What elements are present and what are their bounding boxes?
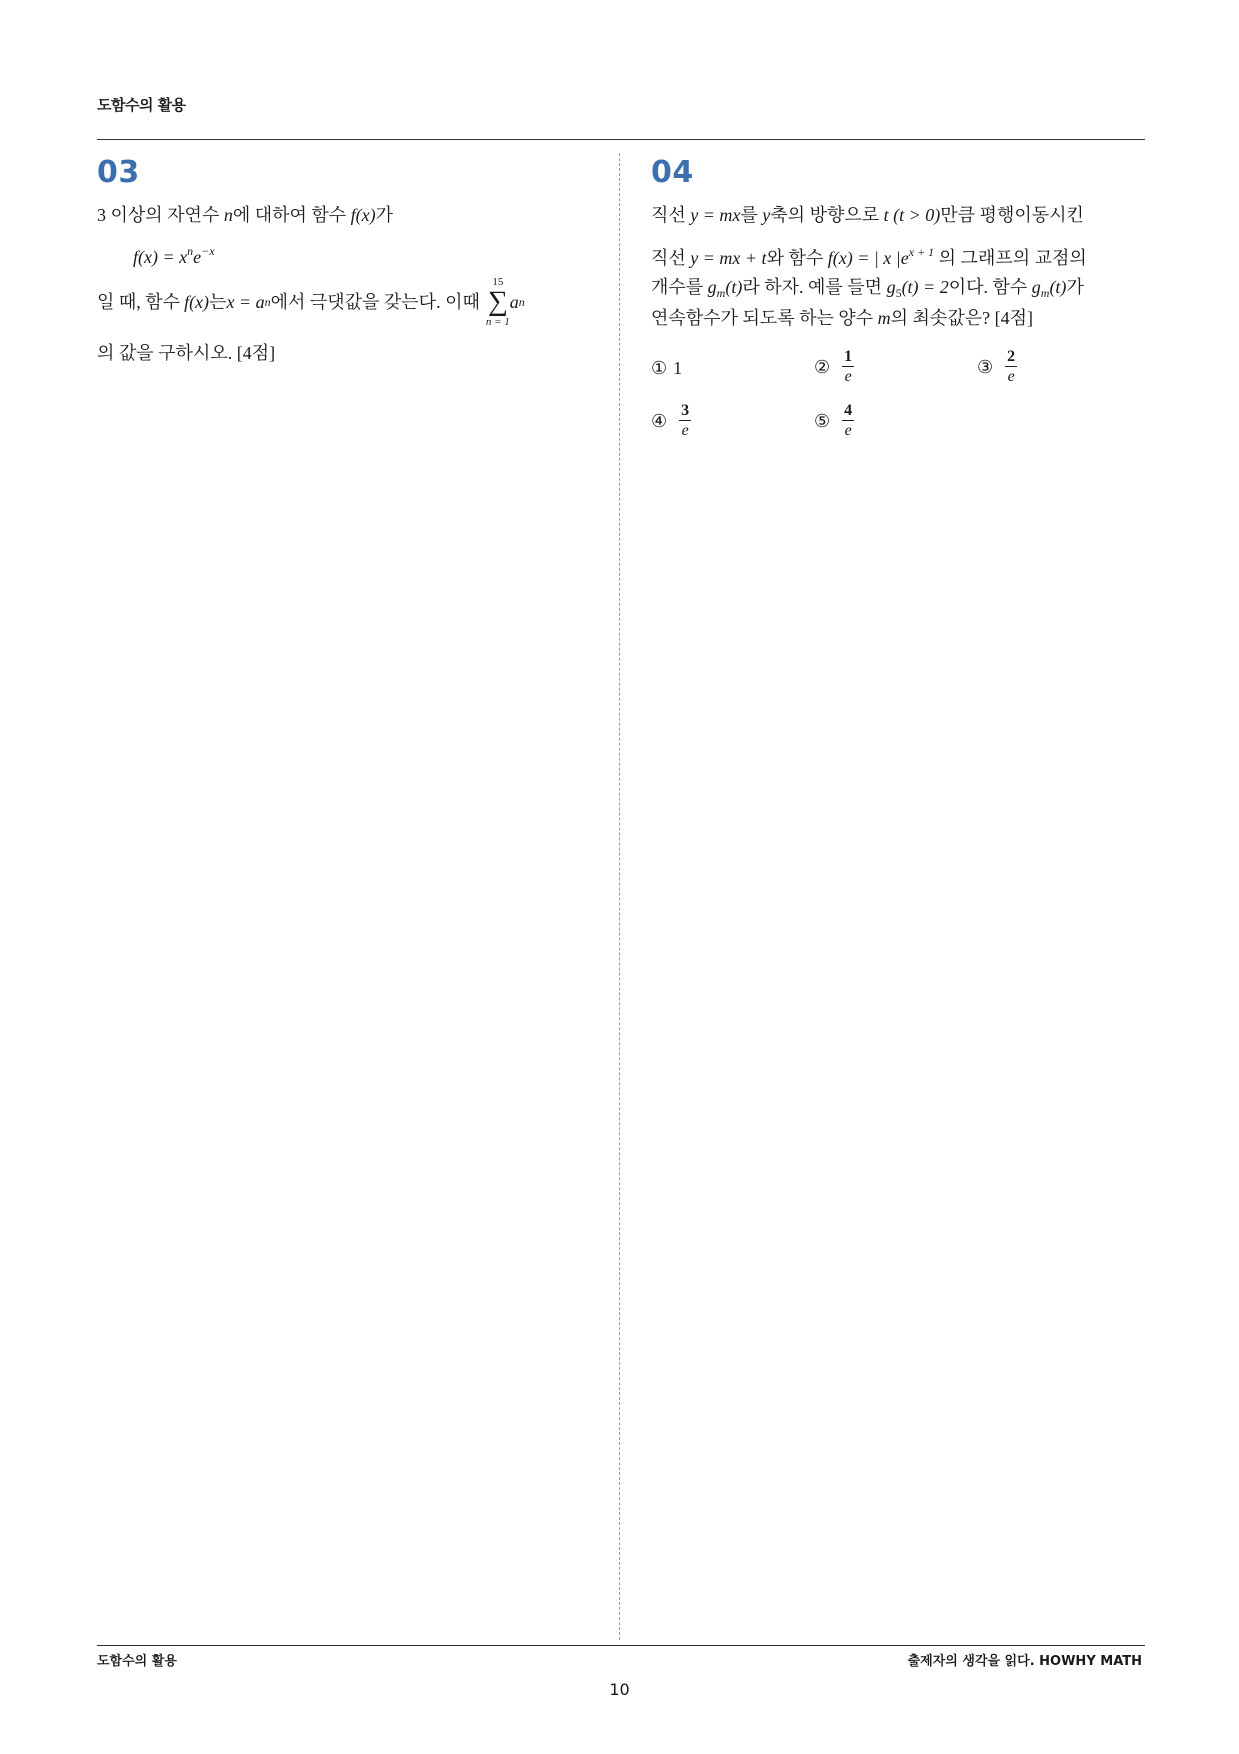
q03-text: 일 때, 함수 [97,292,181,312]
q04-text: 직선 [651,205,691,225]
q04-line-3 [651,275,1084,305]
q03-subscript: n [518,295,525,309]
q04-text: 직선 [651,248,691,268]
sum-upper-limit: 15 [492,276,504,288]
q04-math: t [883,205,889,225]
sum-lower-limit: n = 1 [485,316,510,328]
q04-text: 연속함수가 되도록 하는 양수 [651,308,878,328]
footer-rule [97,1645,1145,1646]
q04-text: 를 [740,205,763,225]
choice-value: 1 [673,358,683,378]
page-number: 10 [609,1680,630,1699]
q04-text: 만큼 평행이동시킨 [940,205,1084,225]
q04-math: (t) [1049,277,1067,297]
q04-math: y = mx [690,205,741,225]
q04-math: y = mx + t [690,248,767,268]
q04-math: (t > 0) [893,205,941,225]
choice-5[interactable] [814,402,854,441]
choice-mark: ⑤ [814,411,831,431]
q04-math: g [886,277,896,297]
footer-brand: 출제자의 생각을 읽다. HOWHY MATH [907,1654,1142,1669]
q04-text: 와 함수 [766,248,828,268]
sigma-icon: ∑ [487,286,508,317]
q04-math: (t) = 2 [901,277,949,297]
q04-superscript: x + 1 [908,245,935,259]
q03-math: a [509,292,519,312]
fraction-denominator: e [1007,368,1015,385]
header-title: 도함수의 활용 [97,96,186,114]
fraction [679,402,691,441]
q04-line-2 [651,240,1087,270]
fraction [1005,348,1017,387]
q03-text: 는 [209,292,227,312]
q04-text: 축의 방향으로 [770,205,884,225]
fraction-numerator: 2 [1007,348,1016,365]
header-rule [97,139,1145,140]
q04-line-4 [651,306,1033,330]
q03-math: f(x) [184,292,210,312]
fraction-denominator: e [681,422,689,439]
q03-superscript: n [187,244,194,258]
fraction-numerator: 3 [681,402,690,419]
choice-mark: ③ [977,357,994,377]
choice-mark: ② [814,357,831,377]
summation-symbol [486,276,510,328]
q04-subscript: m [716,286,726,300]
question-number: 03 [97,155,140,190]
q04-text: 개수를 [651,277,708,297]
fraction-denominator: e [844,368,852,385]
q04-line-1 [651,203,1084,227]
q04-subscript: 5 [895,286,902,300]
choice-1[interactable] [651,358,682,379]
fraction [842,348,854,387]
q03-math: f(x) = x [133,247,188,267]
choice-2[interactable] [814,348,854,387]
fraction-numerator: 4 [844,402,853,419]
fraction-numerator: 1 [844,348,853,365]
q04-text: 이다. 함수 [948,277,1032,297]
choice-4[interactable] [651,402,691,441]
q03-text: 3 이상의 자연수 [97,205,224,225]
question-number: 04 [651,155,694,190]
q03-text: 가 [375,205,394,225]
q03-line-3 [97,276,525,328]
footer-chapter-title: 도함수의 활용 [97,1654,177,1669]
q03-math: n [223,205,233,225]
q04-text: 라 하자. 예를 들면 [742,277,887,297]
q04-math: g [707,277,717,297]
q03-math: e [193,247,202,267]
q03-math: f(x) [350,205,376,225]
q03-text: 에 대하여 함수 [232,205,351,225]
q04-text: 가 [1066,277,1084,297]
q04-math: (t) [725,277,743,297]
q04-text: 의 그래프의 교점의 [934,248,1087,268]
q03-line-4: 의 값을 구하시오. [4점] [97,343,276,363]
q04-subscript: m [1040,286,1050,300]
q03-math: x = a [226,292,265,312]
q03-line-1 [97,203,393,227]
choice-mark: ① [651,358,668,378]
q04-math: y [762,205,771,225]
column-divider [619,153,620,1640]
fraction [842,402,854,441]
q04-math: f(x) = | x |e [827,248,909,268]
q03-subscript: n [264,295,271,309]
q04-math: g [1031,277,1041,297]
choice-3[interactable] [977,348,1017,387]
q04-math: m [877,308,891,328]
q04-text: 의 최솟값은? [4점] [890,308,1033,328]
q03-superscript: −x [201,244,215,258]
choice-mark: ④ [651,411,668,431]
q03-equation [133,239,215,269]
q03-text: 에서 극댓값을 갖는다. 이때 [270,292,480,312]
fraction-denominator: e [844,422,852,439]
